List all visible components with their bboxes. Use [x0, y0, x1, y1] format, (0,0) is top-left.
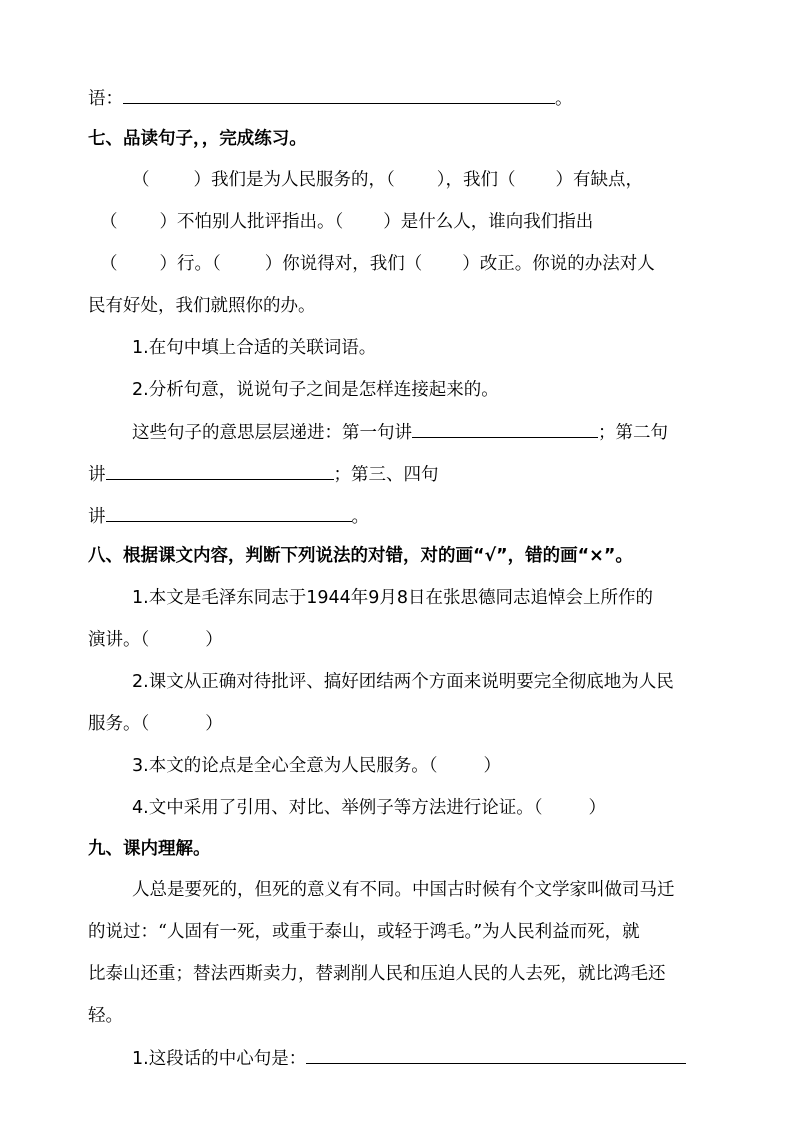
s8-item-3: 3.本文的论点是全心全意为人民服务。（ ） — [132, 756, 501, 776]
s6-prefix: 语： — [88, 89, 123, 109]
s7-question-1: 1.在句中填上合适的关联词语。 — [132, 338, 377, 358]
s6-blank[interactable] — [123, 87, 555, 104]
fill-blank-second[interactable] — [106, 463, 334, 480]
fill-blank-first[interactable] — [412, 421, 598, 438]
s7-passage-line-2: （ ）不怕别人批评指出。（ ）是什么人，谁向我们指出 — [100, 212, 594, 232]
s8-item-1-cont: 演讲。（ ） — [88, 630, 223, 650]
s8-item-2: 2.课文从正确对待批评、搞好团结两个方面来说明要完全彻底地为人民 — [132, 672, 674, 692]
s7-fill-line-1: 这些句子的意思层层递进：第一句讲 ；第二句 — [132, 423, 668, 443]
s7-question-2: 2.分析句意，说说句子之间是怎样连接起来的。 — [132, 380, 499, 400]
s8-item-4: 4.文中采用了引用、对比、举例子等方法进行论证。（ ） — [132, 798, 606, 818]
section-9-heading: 九、课内理解。 — [88, 839, 211, 859]
s6-answer-line — [88, 87, 573, 110]
s8-item-2-cont: 服务。（ ） — [88, 714, 223, 734]
s7-passage-line-1: （ ）我们是为人民服务的，（ ），我们（ ）有缺点， — [132, 170, 643, 190]
s7-passage-line-4: 民有好处，我们就照你的办。 — [88, 296, 316, 316]
s7-fill-line-3: 讲 。 — [88, 507, 369, 527]
s9-passage-line-4: 轻。 — [88, 1006, 123, 1026]
s7-fill-line-2: 讲 ；第三、四句 — [88, 465, 439, 485]
central-sentence-blank[interactable] — [306, 1047, 686, 1064]
s9-passage-line-2: 的说过：“人固有一死，或重于泰山，或轻于鸿毛。”为人民利益而死，就 — [88, 922, 640, 942]
s7-passage-line-3: （ ）行。（ ）你说得对，我们（ ）改正。你说的办法对人 — [100, 254, 655, 274]
section-7-heading: 七、品读句子，，完成练习。 — [88, 129, 307, 149]
s9-question-1: 1.这段话的中心句是： — [132, 1047, 686, 1070]
section-8-heading: 八、根据课文内容，判断下列说法的对错，对的画“√”，错的画“×”。 — [88, 546, 633, 566]
s9-passage-line-1: 人总是要死的，但死的意义有不同。中国古时候有个文学家叫做司马迁 — [132, 880, 675, 900]
s8-item-1: 1.本文是毛泽东同志于1944年9月8日在张思德同志追悼会上所作的 — [132, 588, 653, 608]
s9-passage-line-3: 比泰山还重；替法西斯卖力，替剥削人民和压迫人民的人去死，就比鸿毛还 — [88, 964, 666, 984]
fill-blank-third[interactable] — [106, 505, 352, 522]
s6-suffix: 。 — [555, 89, 573, 109]
